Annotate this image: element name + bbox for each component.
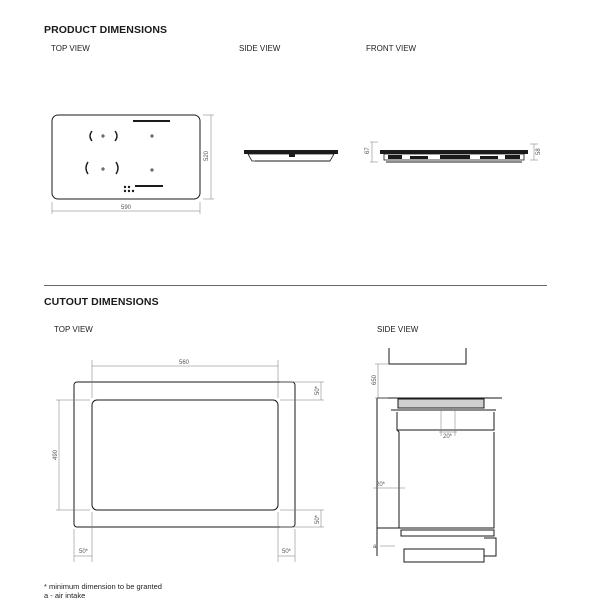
front-height-left-value: 67 [365,147,371,154]
product-width-value: 590 [121,205,132,211]
product-top-view-label: TOP VIEW [51,44,90,53]
hob-in-cutout [398,399,484,408]
cutout-gap-b-value: 20* [376,482,386,488]
cutout-top-view-label: TOP VIEW [54,325,93,334]
air-intake-label: a [373,544,377,550]
cutout-depth-value: 490 [53,449,59,460]
product-side-view-label: SIDE VIEW [239,44,281,53]
lower-drawer [404,549,484,562]
product-top-view [52,115,214,214]
control-dots [124,186,134,192]
product-front-view [370,142,538,162]
product-dimensions-title: PRODUCT DIMENSIONS [44,24,168,36]
note-air-intake: a - air intake [44,591,86,600]
cutout-margin-left-value: 50* [79,549,89,555]
cutout-gap-a-value: 20* [443,434,453,440]
air-intake-slot [484,538,496,556]
cutout-clearance-top-value: 650 [372,374,378,385]
zone-crosses [101,134,154,172]
cutout-width-value: 560 [179,360,190,366]
countertop-outline [74,382,295,527]
product-side-view [244,150,338,161]
product-depth-value: 520 [204,150,210,161]
product-front-view-label: FRONT VIEW [366,44,417,53]
cutout-margin-top-value: 50* [315,385,321,395]
cutout-margin-bottom-value: 50* [315,514,321,524]
cutout-side-view [373,348,502,562]
cutout-opening [92,400,278,510]
cooking-zone-markers [86,131,118,174]
cutout-margin-right-value: 50* [282,549,292,555]
cutout-top-view [56,360,324,562]
upper-cabinet [389,348,466,364]
note-minimum-dimension: * minimum dimension to be granted [44,582,162,591]
cutout-side-view-label: SIDE VIEW [377,325,419,334]
front-height-right-value: 58 [536,148,542,155]
cutout-dimensions-title: CUTOUT DIMENSIONS [44,296,159,308]
